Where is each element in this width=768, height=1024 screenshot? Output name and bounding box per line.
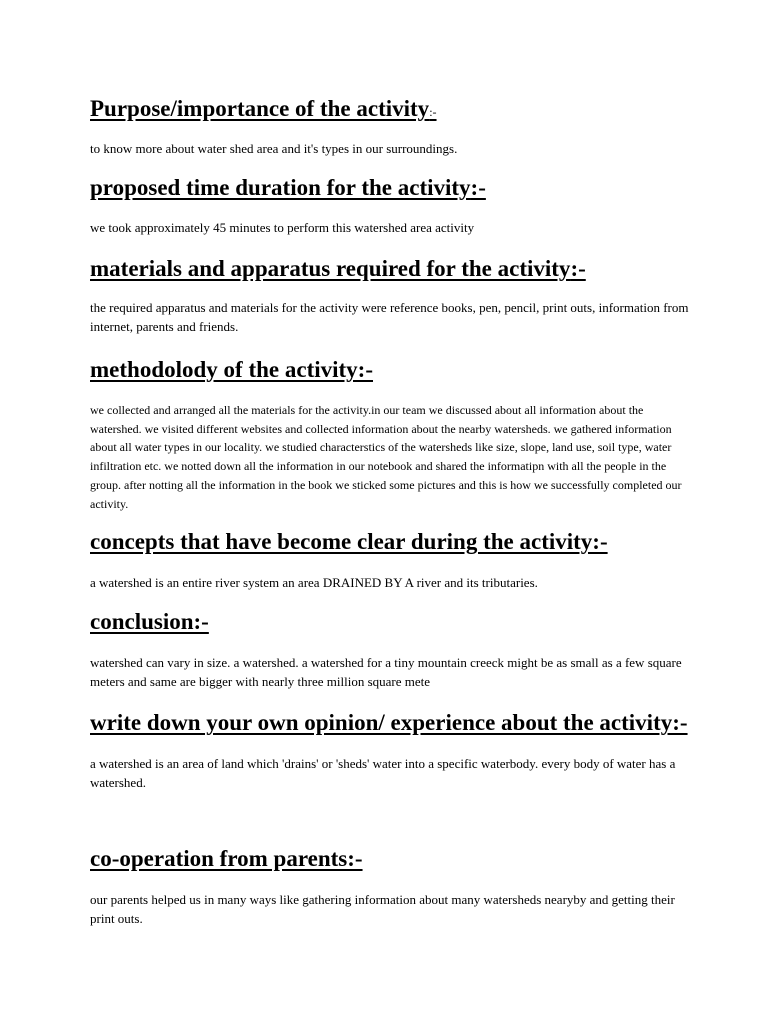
section-conclusion [90, 605, 690, 691]
section-purpose [90, 92, 690, 158]
section-body: our parents helped us in many ways like gathering information about many watersheds nearyby and getting their print outs. [90, 892, 675, 926]
section-time-duration [90, 171, 690, 237]
section-heading: conclusion:- [90, 609, 209, 634]
section-body: to know more about water shed area and it's types in our surroundings. [90, 141, 458, 156]
section-body: the required apparatus and materials for the activity were reference books, pen, pencil, print outs, information from internet, parents and friends. [90, 300, 689, 334]
section-parents-cooperation [90, 842, 690, 928]
section-body: a watershed is an entire river system an area DRAINED BY A river and its tributaries. [90, 575, 538, 590]
section-body: a watershed is an area of land which 'drains' or 'sheds' water into a specific waterbody. every body of water has a watershed. [90, 756, 676, 790]
section-body: watershed can vary in size. a watershed. a watershed for a tiny mountain creeck might be as small as a few square meters and same are bigger with nearly three million square mete [90, 655, 682, 689]
section-heading: write down your own opinion/ experience about the activity:- [90, 710, 688, 735]
section-heading: Purpose/importance of the activity:- [90, 96, 437, 121]
section-body: we collected and arranged all the materials for the activity.in our team we discussed about all information about the watershed. we visited different websites and collected information about the nearby watersheds. we gathered information about all water types in our locality. we studied characterstics of the watersheds like size, slope, land use, soil type, water infiltration etc. we notted down all the information in our notebook and shared the informatipn with all the people in the group. after notting all the information in the book we sticked some pictures and this is how we successfully completed our activity. [90, 403, 682, 511]
section-heading: materials and apparatus required for the activity:- [90, 256, 586, 281]
section-heading: co-operation from parents:- [90, 846, 363, 871]
section-materials [90, 252, 690, 336]
section-heading: proposed time duration for the activity:- [90, 175, 486, 200]
section-methodology [90, 353, 690, 513]
section-body: we took approximately 45 minutes to perform this watershed area activity [90, 220, 475, 235]
section-concepts [90, 525, 690, 592]
section-heading: concepts that have become clear during the activity:- [90, 529, 608, 554]
section-heading: methodolody of the activity:- [90, 357, 373, 382]
section-opinion [90, 706, 690, 792]
